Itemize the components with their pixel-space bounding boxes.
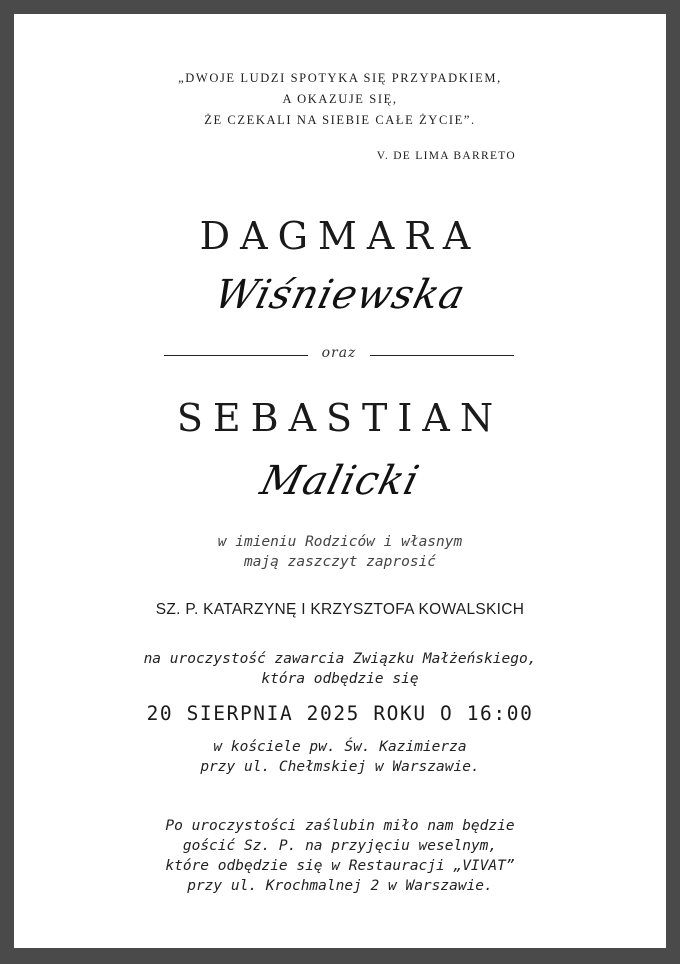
epigraph-quote bbox=[14, 68, 666, 131]
reception-line: gościć Sz. P. na przyjęciu weselnym, bbox=[182, 838, 498, 854]
bride-first-name: DAGMARA bbox=[199, 214, 481, 258]
reception-line: które odbędzie się w Restauracji „VIVAT” bbox=[165, 858, 515, 874]
ceremony-line: która odbędzie się bbox=[261, 671, 419, 687]
intro-line: w imieniu Rodziców i własnym bbox=[217, 534, 463, 550]
location-line: przy ul. Chełmskiej w Warszawie. bbox=[200, 759, 480, 775]
bride-surname: Wiśniewska bbox=[209, 272, 471, 318]
ceremony-date: 20 SIERPNIA 2025 ROKU O 16:00 bbox=[146, 702, 534, 725]
quote-author: V. DE LIMA BARRETO bbox=[376, 150, 516, 162]
invitation-intro bbox=[14, 532, 666, 572]
groom-surname: Malicki bbox=[255, 458, 425, 504]
ceremony-line: na uroczystość zawarcia Związku Małżeńskiego, bbox=[143, 651, 537, 667]
reception-line: przy ul. Krochmalnej 2 w Warszawie. bbox=[187, 878, 493, 894]
ceremony-intro bbox=[14, 649, 666, 689]
reception-line: Po uroczystości zaślubin miło nam będzie bbox=[165, 818, 515, 834]
quote-line: „DWOJE LUDZI SPOTYKA SIĘ PRZYPADKIEM, bbox=[178, 71, 502, 85]
groom-first-name: SEBASTIAN bbox=[176, 396, 504, 440]
separator-word: oraz bbox=[321, 345, 357, 361]
name-separator bbox=[164, 344, 514, 366]
intro-line: mają zaszczyt zaprosić bbox=[243, 554, 437, 570]
separator-line-right bbox=[370, 355, 514, 356]
location-line: w kościele pw. Św. Kazimierza bbox=[213, 739, 467, 755]
quote-line: A OKAZUJE SIĘ, bbox=[282, 92, 398, 106]
ceremony-location bbox=[14, 737, 666, 777]
reception-info bbox=[14, 816, 666, 896]
quote-line: ŻE CZEKALI NA SIEBIE CAŁE ŻYCIE”. bbox=[204, 113, 476, 127]
guest-name: SZ. P. KATARZYNĘ I KRZYSZTOFA KOWALSKICH bbox=[155, 601, 525, 618]
invitation-card bbox=[14, 14, 666, 948]
